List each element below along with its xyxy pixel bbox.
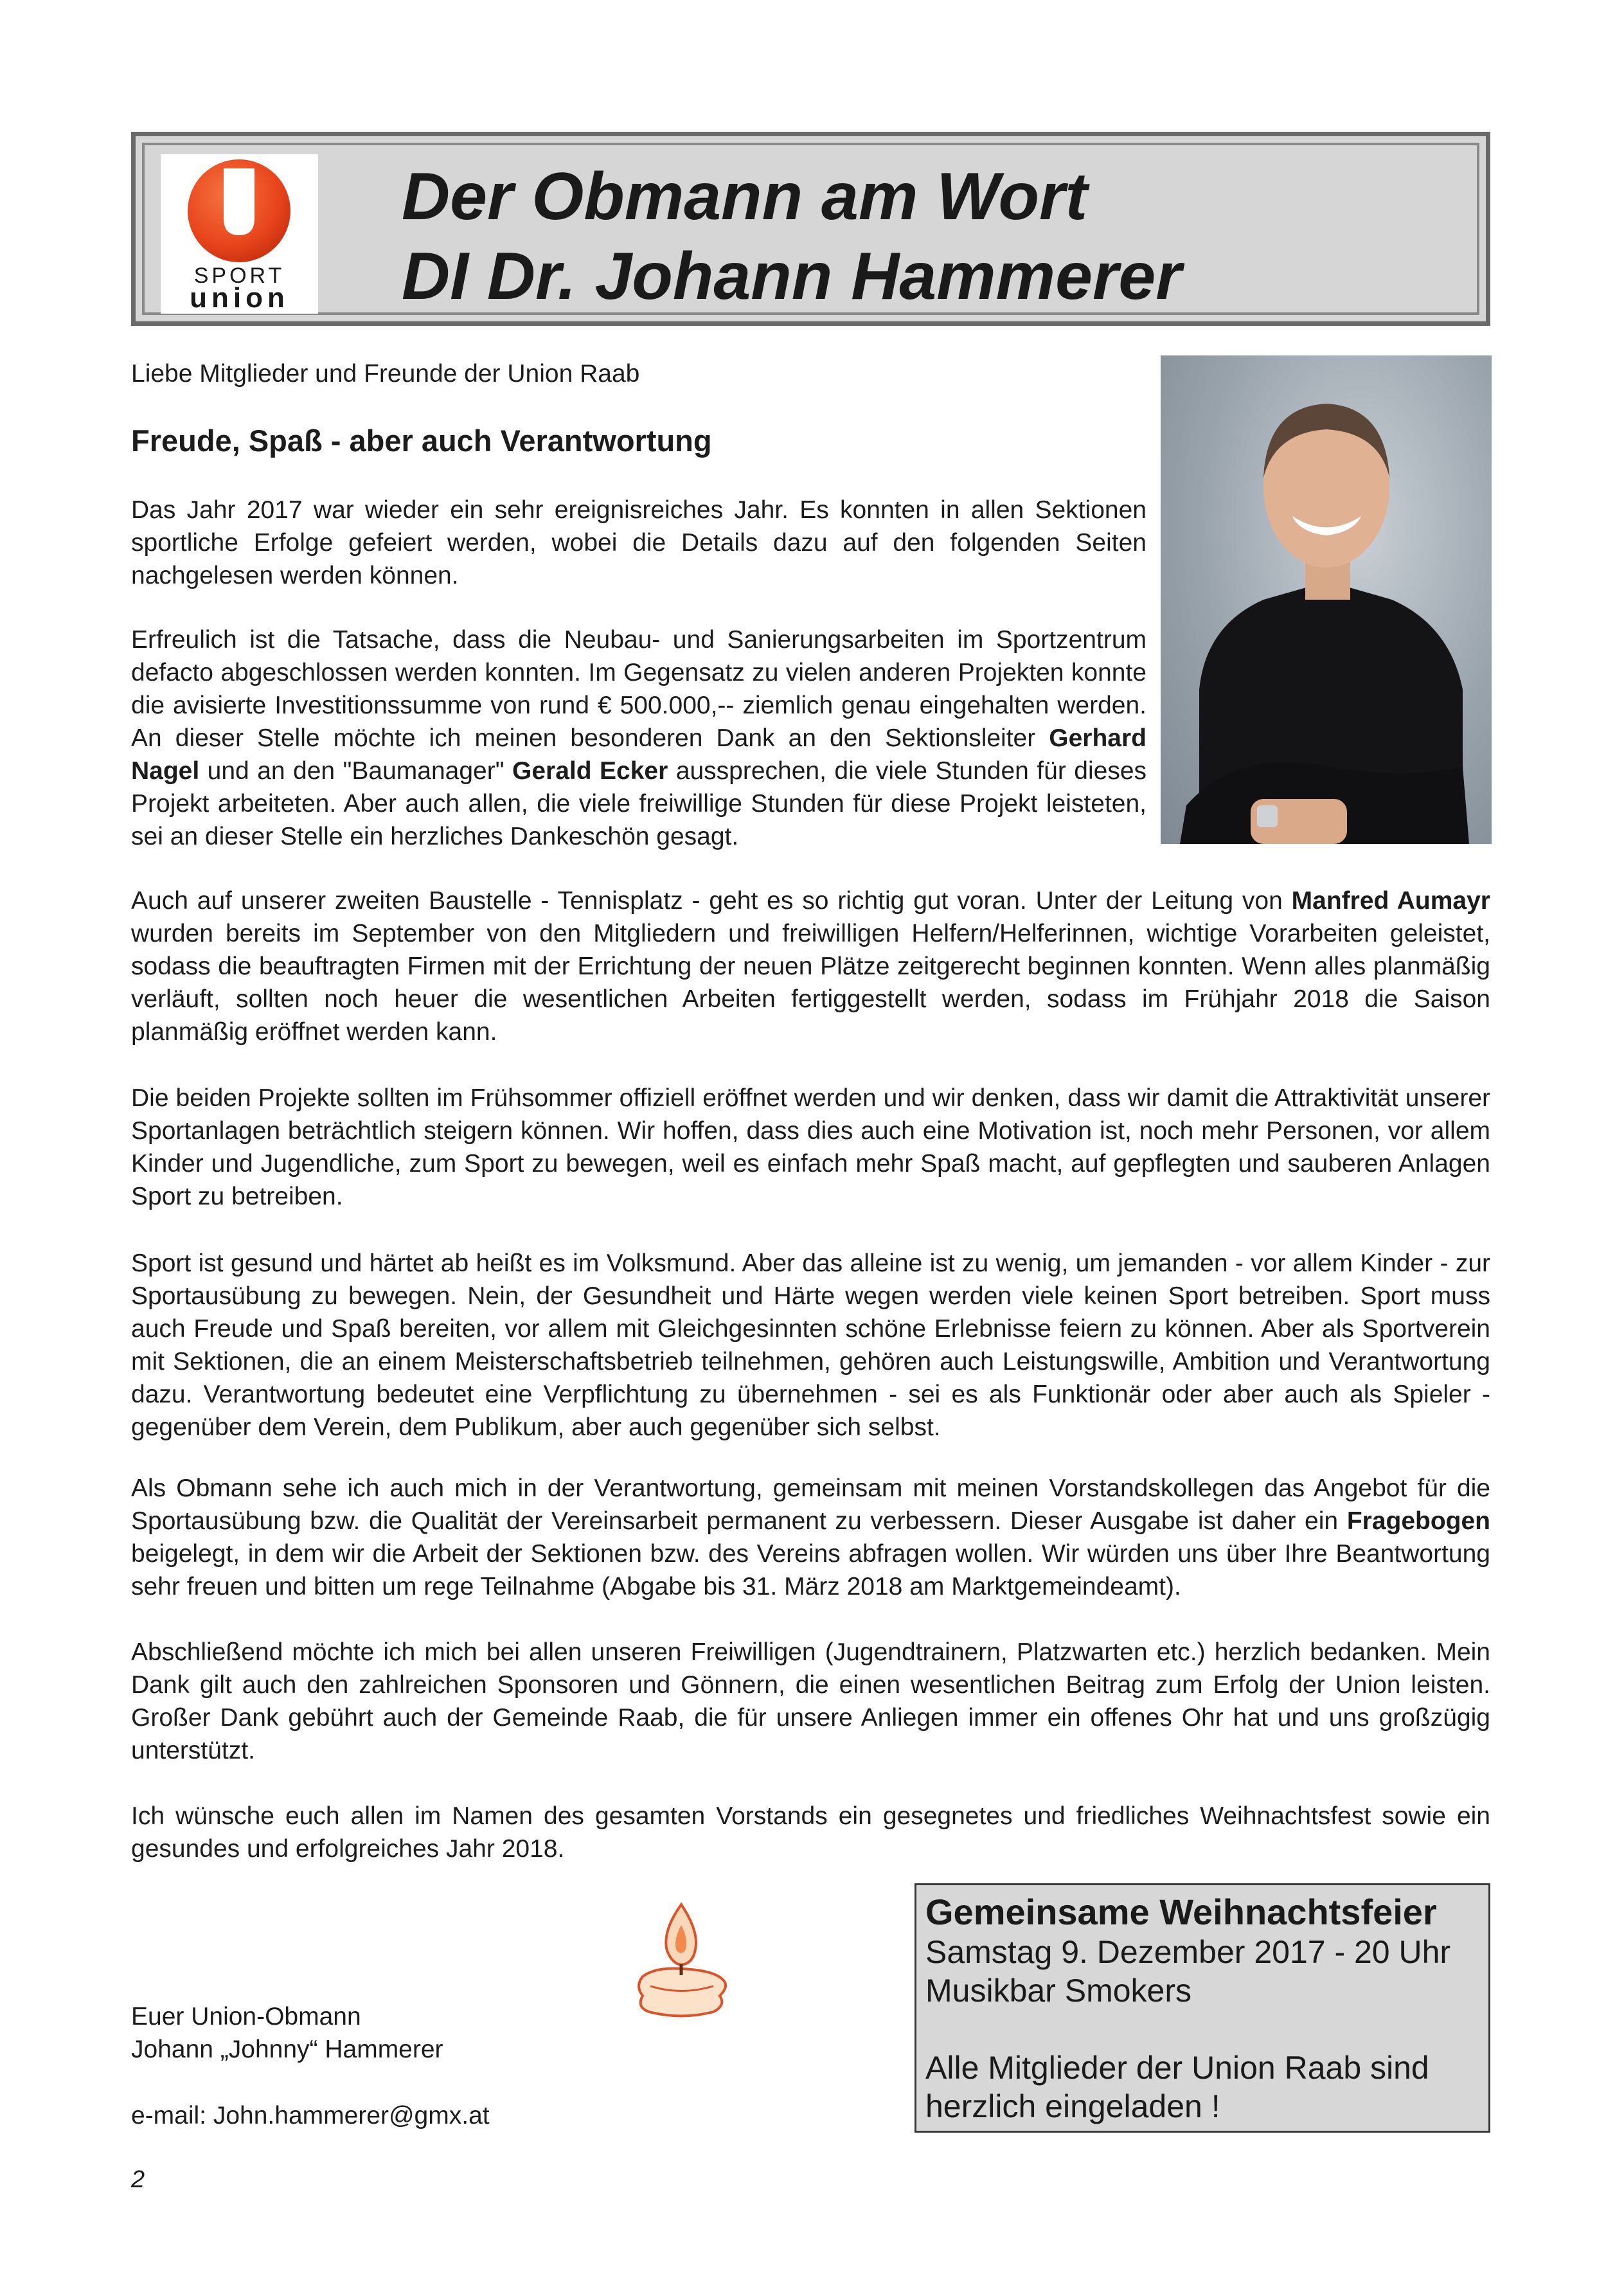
paragraph-3-part-b: wurden bereits im September von den Mitgliedern und freiwilligen Helfern/Helferinnen, wichtige Vorarbeiten geleistet, sodass die beauftragten Firmen mit der Errichtung der neuen Plätze zeitgerecht beginnen konnten. Wenn alles planmäßig verläuft, sollten noch heuer die wesentlichen Arbeiten fertiggestellt werden, sodass im Frühjahr 2018 die Saison planmäßig eröffnet werden kann. xyxy=(131,920,1490,1046)
header-inner-frame xyxy=(142,143,1479,315)
signoff xyxy=(131,2000,709,2066)
paragraph-7: Abschließend möchte ich mich bei allen unseren Freiwilligen (Jugendtrainern, Platzwarten etc.) herzlich bedanken. Mein Dank gilt auch den zahlreichen Sponsoren und Gönnern, die einen wesentlichen Beitrag zum Erfolg der Union leisten. Großer Dank gebührt auch der Gemeinde Raab, die für unsere Anliegen immer ein offenes Ohr hat und uns großzügig unterstützt. xyxy=(131,1638,1490,1764)
paragraph-3-part-a: Auch auf unserer zweiten Baustelle - Tennisplatz - geht es so richtig gut voran. Unter der Leitung von xyxy=(131,887,1292,915)
paragraph-6-part-b: beigelegt, in dem wir die Arbeit der Sektionen bzw. des Vereins abfragen wollen. Wir würden uns über Ihre Beantwortung sehr freuen und bitten um rege Teilnahme (Abgabe bis 31. März 2018 am Marktgemeindeamt). xyxy=(131,1540,1490,1600)
event-date: Samstag 9. Dezember 2017 - 20 Uhr xyxy=(925,1934,1451,1970)
paragraph-4: Die beiden Projekte sollten im Frühsommer offiziell eröffnet werden und wir denken, dass wir damit die Attraktivität unserer Sportanlagen beträchtlich steigern können. Wir hoffen, dass dies auch eine Motivation ist, noch mehr Personen, vor allem Kinder und Jugendliche, zum Sport zu bewegen, weil es einfach mehr Spaß macht, auf gepflegten und sauberen Anlagen Sport zu betreiben. xyxy=(131,1084,1490,1210)
paragraph-1: Das Jahr 2017 war wieder ein sehr ereignisreiches Jahr. Es konnten in allen Sektionen sportliche Erfolge gefeiert werden, wobei die Details dazu auf den folgenden Seiten nachgelesen werden können. xyxy=(131,496,1147,589)
name-manfred-aumayr: Manfred Aumayr xyxy=(1291,887,1490,915)
event-invite-line1: Alle Mitglieder der Union Raab sind xyxy=(925,2050,1429,2086)
header-box xyxy=(131,132,1490,326)
page-title-line2: DI Dr. Johann Hammerer xyxy=(402,239,1182,314)
paragraph-6-part-a: Als Obmann sehe ich auch mich in der Verantwortung, gemeinsam mit meinen Vorstandskollegen das Angebot für die Sportausübung bzw. die Qualität der Vereinsarbeit permanent zu verbessern. Dieser Ausgabe ist daher ein xyxy=(131,1474,1490,1535)
logo-union-text: union xyxy=(190,282,289,314)
sport-union-logo xyxy=(161,154,318,314)
fragebogen-bold: Fragebogen xyxy=(1346,1507,1490,1535)
email-text: e-mail: John.hammerer@gmx.at xyxy=(131,2102,490,2129)
event-box xyxy=(915,1883,1490,2133)
signoff-line1: Euer Union-Obmann xyxy=(131,2003,361,2030)
paragraph-8: Ich wünsche euch allen im Namen des gesamten Vorstands ein gesegnetes und friedliches Weihnachtsfest sowie ein gesundes und erfolgreiches Jahr 2018. xyxy=(131,1802,1490,1863)
event-invite-line2: herzlich eingeladen ! xyxy=(925,2088,1220,2124)
page-title-line1: Der Obmann am Wort xyxy=(402,159,1088,234)
event-title: Gemeinsame Weihnachtsfeier xyxy=(925,1892,1437,1932)
paragraph-2-part-a: Erfreulich ist die Tatsache, dass die Neubau- und Sanierungsarbeiten im Sportzentrum defacto abgeschlossen werden konnten. Im Gegensatz zu vielen anderen Projekten konnte die avisierte Investitionssumme von rund € 500.000,-- ziemlich genau eingehalten werden. An dieser Stelle möchte ich meinen besonderen Dank an den Sektionsleiter xyxy=(131,626,1147,752)
paragraph-6 xyxy=(131,1472,1490,1603)
portrait-figure xyxy=(1161,355,1492,844)
page-number: 2 xyxy=(131,2166,145,2193)
name-gerald-ecker: Gerald Ecker xyxy=(512,757,668,785)
logo-sport-text: SPORT xyxy=(193,264,285,288)
article-subheading: Freude, Spaß - aber auch Verantwortung xyxy=(131,424,712,458)
paragraph-2-part-c: aussprechen, die viele Stunden für dieses Projekt arbeiteten. Aber auch allen, die viele freiwillige Stunden für diese Projekt leisteten, sei an dieser Stelle ein herzliches Dankeschön gesagt. xyxy=(131,757,1147,850)
paragraph-3 xyxy=(131,884,1490,1048)
union-u-icon xyxy=(161,154,318,265)
signoff-line2: Johann „Johnny“ Hammerer xyxy=(131,2036,443,2063)
portrait-photo xyxy=(1161,355,1492,844)
greeting-text: Liebe Mitglieder und Freunde der Union Raab xyxy=(131,360,640,388)
paragraph-2 xyxy=(131,623,1147,853)
event-spacer xyxy=(925,2010,1479,2048)
paragraph-2-part-b: und an den "Baumanager" xyxy=(199,757,513,785)
name-gerhard-nagel: Gerhard Nagel xyxy=(131,724,1147,785)
event-venue: Musikbar Smokers xyxy=(925,1973,1191,2009)
paragraph-5: Sport ist gesund und härtet ab heißt es im Volksmund. Aber das alleine ist zu wenig, um jemanden - vor allem Kinder - zur Sportausübung zu bewegen. Nein, der Gesundheit und Härte wegen werden viele keinen Sport betreiben. Sport muss auch Freude und Spaß bereiten, vor allem mit Gleichgesinnten schöne Erlebnisse feiern zu können. Aber als Sportverein mit Sektionen, die an einem Meisterschaftsbetrieb teilnehmen, gehören auch Leistungswille, Ambition und Verantwortung dazu. Verantwortung bedeutet eine Verpflichtung zu übernehmen - sei es als Funktionär oder aber auch als Spieler - gegenüber dem Verein, dem Publikum, aber auch gegenüber sich selbst. xyxy=(131,1250,1490,1441)
